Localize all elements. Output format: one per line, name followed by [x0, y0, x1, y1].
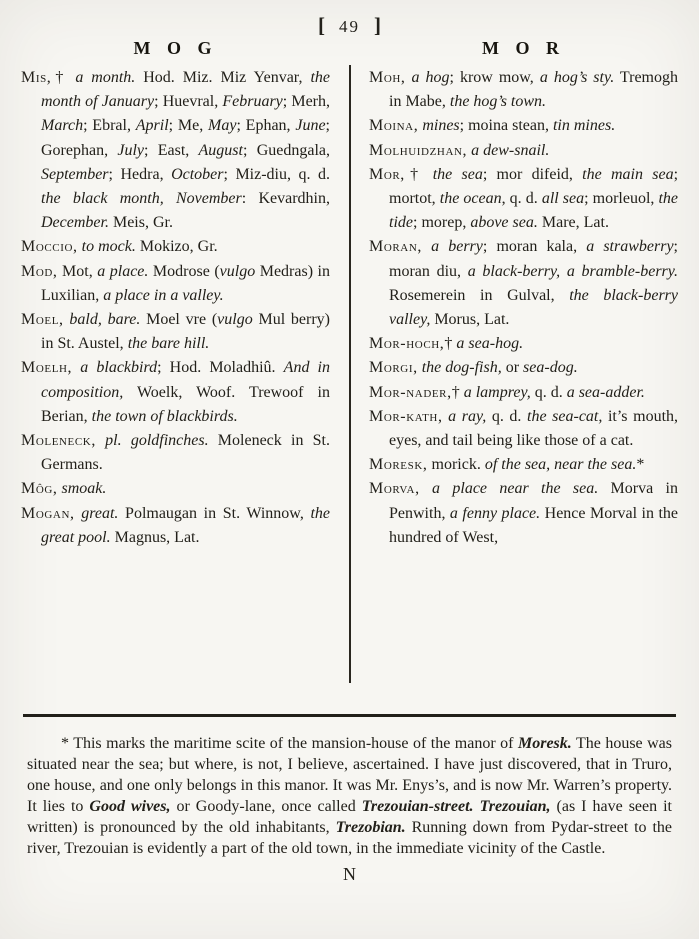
- text-segment: ; Ephan,: [236, 117, 296, 135]
- text-segment: the black-berry valley,: [389, 286, 678, 329]
- text-segment: q. d.: [530, 383, 567, 401]
- text-segment: Moina,: [369, 117, 419, 135]
- bracket-right: ]: [374, 13, 381, 37]
- text-segment: Polmaugan in St. Winnow,: [118, 504, 311, 522]
- text-segment: The house was situated near the sea; but where, is not, I believe, ascertained. I have just discovered, that in Truro, one house, and one only belongs in this manor. It was Mr. Enys’s, and is now Mr. Warren’s property. It lies to: [27, 735, 673, 815]
- text-segment: to mock.: [77, 238, 136, 256]
- dictionary-entry: [21, 308, 330, 356]
- right-column-header: M O R: [482, 38, 565, 58]
- text-segment: Mare, Lat.: [537, 214, 609, 232]
- text-segment: Mot,: [57, 262, 98, 280]
- text-segment: †: [444, 335, 457, 353]
- text-segment: the dog-fish,: [417, 359, 502, 377]
- dictionary-entry: [369, 405, 678, 453]
- text-segment: vulgo: [219, 262, 256, 280]
- dictionary-entry: [369, 163, 678, 236]
- text-segment: July: [117, 141, 145, 159]
- text-segment: Rosemerein in Gulval,: [389, 286, 570, 304]
- text-segment: the great pool.: [41, 504, 330, 546]
- text-segment: a fenny place.: [449, 504, 541, 522]
- text-segment: May: [208, 117, 237, 135]
- text-segment: Moccio,: [21, 238, 78, 256]
- text-segment: vulgo: [217, 311, 253, 329]
- left-column-entries: [21, 66, 330, 550]
- text-segment: ; Hedra,: [108, 165, 172, 183]
- text-segment: Mogan,: [21, 504, 75, 522]
- text-segment: Moresk.: [517, 735, 572, 752]
- text-segment: Moran,: [369, 238, 422, 256]
- text-segment: Molhuidzhan,: [369, 141, 468, 159]
- dictionary-entry: [21, 66, 330, 235]
- text-segment: of the sea, near the sea.: [484, 456, 637, 474]
- text-segment: Morus, Lat.: [430, 311, 510, 329]
- text-segment: great.: [74, 504, 119, 522]
- text-segment: Hod. Miz. Miz Yenvar,: [135, 69, 311, 86]
- text-segment: pl. goldfinches.: [95, 432, 209, 450]
- text-segment: Moel vre (: [140, 311, 218, 329]
- text-segment: : Kevardhin,: [241, 190, 330, 208]
- text-segment: March: [41, 117, 84, 135]
- text-segment: a sea-adder.: [566, 383, 645, 401]
- text-segment: ; Miz-diu, q. d.: [223, 165, 330, 183]
- text-segment: the main sea: [582, 165, 674, 183]
- text-segment: a berry: [422, 238, 483, 256]
- page-number-header: [0, 0, 699, 38]
- text-segment: a sea-hog.: [456, 335, 524, 353]
- text-segment: Trezouian-street.: [361, 797, 474, 815]
- text-segment: the sea-cat,: [527, 407, 603, 425]
- text-segment: it’s mouth, eyes, and tail being like those of a cat.: [389, 407, 679, 450]
- text-segment: ; East,: [144, 141, 199, 159]
- dictionary-entry: [369, 114, 678, 138]
- text-segment: February: [222, 93, 283, 111]
- text-segment: tin mines.: [552, 117, 616, 135]
- text-segment: ; mortot,: [389, 165, 679, 208]
- text-segment: Medras) in Luxilian,: [41, 262, 330, 304]
- text-segment: ; Huevral,: [154, 93, 223, 111]
- text-segment: ; krow mow,: [449, 69, 540, 86]
- text-segment: a blackbird: [72, 359, 158, 377]
- text-segment: August: [198, 141, 243, 159]
- dictionary-entry: [369, 66, 678, 114]
- dictionary-entry: [21, 502, 330, 550]
- text-segment: ; Ebral,: [83, 117, 136, 135]
- text-segment: ; Me,: [168, 117, 208, 135]
- dictionary-entry: [21, 235, 330, 259]
- text-segment: ; Hod. Moladhiû.: [157, 359, 284, 377]
- text-segment: Trezobian.: [335, 818, 406, 836]
- text-segment: a hog: [405, 69, 450, 86]
- text-segment: Mokizo, Gr.: [135, 238, 218, 256]
- text-segment: Modrose (: [148, 262, 220, 280]
- dictionary-entry: [21, 356, 330, 429]
- text-segment: the hog’s town.: [449, 93, 547, 111]
- dictionary-entry: [21, 429, 330, 477]
- text-segment: *: [636, 456, 645, 474]
- text-segment: Mul berry) in St. Austel,: [41, 311, 330, 353]
- dictionary-entry: [369, 332, 678, 356]
- left-column-header: M O G: [133, 38, 218, 58]
- text-segment: Moresk,: [369, 456, 428, 474]
- text-segment: above sea.: [470, 214, 538, 232]
- text-segment: all sea: [541, 190, 585, 208]
- text-segment: ; Merh,: [282, 93, 331, 111]
- text-segment: ; moran diu,: [389, 238, 678, 280]
- text-segment: September: [41, 165, 109, 183]
- right-column: [369, 38, 678, 700]
- text-segment: Hence Morval in the hundred of West,: [389, 504, 679, 546]
- text-segment: Môg,: [21, 480, 58, 498]
- text-segment: ; morep,: [413, 214, 471, 232]
- footnote-text: [27, 734, 672, 859]
- text-segment: a black-berry, a bramble-berry.: [467, 262, 678, 280]
- text-segment: mines: [418, 117, 460, 135]
- text-segment: Moelh,: [21, 359, 73, 377]
- text-segment: sea-dog.: [523, 359, 578, 377]
- dictionary-entry: [369, 381, 678, 405]
- text-segment: or: [501, 359, 524, 377]
- dictionary-entry: [369, 453, 678, 477]
- text-segment: a place near the sea.: [419, 480, 599, 498]
- bracket-left: [: [318, 13, 325, 37]
- text-segment: Morva in Penwith,: [389, 480, 678, 522]
- text-segment: Trezouian,: [479, 797, 551, 815]
- text-segment: Magnus, Lat.: [110, 528, 200, 546]
- dictionary-entry: [369, 235, 678, 332]
- text-segment: smoak.: [57, 480, 107, 498]
- text-segment: Mor-hoch,: [369, 335, 445, 353]
- text-segment: Moleneck,: [21, 432, 96, 450]
- text-segment: Morva,: [369, 480, 420, 498]
- text-segment: the black month, November: [41, 190, 242, 208]
- text-segment: a month.: [75, 69, 136, 86]
- text-segment: And in composition,: [41, 359, 331, 401]
- text-segment: Mor-nader,: [369, 383, 452, 401]
- dictionary-entry: [369, 477, 678, 550]
- dictionary-entry: [21, 477, 330, 501]
- text-segment: or Goody-lane, once called: [170, 797, 362, 815]
- text-segment: the bare hill.: [127, 335, 210, 353]
- text-segment: the town of blackbirds.: [91, 407, 238, 425]
- text-segment: (as I have seen it written) is pronounced by the old inhabitants,: [27, 797, 672, 836]
- text-segment: †: [51, 69, 76, 86]
- text-segment: ; mor difeid,: [482, 165, 583, 183]
- text-segment: bald, bare.: [63, 311, 141, 329]
- text-segment: a hog’s sty.: [539, 69, 615, 86]
- text-segment: Woelk, Woof. Trewoof in Berian,: [41, 383, 330, 425]
- text-segment: Meis, Gr.: [108, 214, 173, 232]
- text-segment: Morgi,: [369, 359, 418, 377]
- text-segment: †: [451, 383, 464, 401]
- text-segment: the tide: [389, 190, 679, 232]
- text-segment: Moh,: [369, 69, 406, 86]
- text-segment: the sea: [432, 165, 483, 183]
- dictionary-entry: [21, 260, 330, 308]
- text-segment: October: [171, 165, 224, 183]
- text-segment: a place.: [97, 262, 149, 280]
- column-divider-rule: [349, 65, 351, 683]
- signature-mark: N: [343, 864, 356, 885]
- text-segment: a lamprey,: [463, 383, 531, 401]
- text-segment: the ocean: [439, 190, 502, 208]
- text-segment: Mor,: [369, 165, 405, 183]
- text-segment: * This marks the maritime scite of the mansion-house of the manor of: [61, 735, 518, 752]
- text-segment: Tremogh in Mabe,: [389, 69, 678, 111]
- text-segment: the month of January: [41, 69, 330, 111]
- text-segment: Running down from Pydar-street to the river, Trezouian is evidently a part of the old town, in the immediate vicinity of the Castle.: [27, 818, 672, 857]
- text-segment: q. d.: [486, 407, 528, 425]
- footnote-separator-rule: [23, 714, 676, 717]
- text-segment: June: [295, 117, 326, 135]
- page-number: 49: [339, 17, 360, 36]
- text-segment: a dew-snail.: [467, 141, 550, 159]
- text-segment: morick.: [427, 456, 485, 474]
- text-segment: Mod,: [21, 262, 58, 280]
- text-segment: a place in a valley.: [103, 286, 224, 304]
- text-segment: , q. d.: [501, 190, 542, 208]
- text-segment: †: [404, 165, 433, 183]
- dictionary-entry: [369, 356, 678, 380]
- two-column-body: [0, 38, 699, 700]
- text-segment: April: [135, 117, 169, 135]
- right-column-entries: [369, 66, 678, 550]
- dictionary-entry: [369, 139, 678, 163]
- text-segment: Moleneck in St. Germans.: [41, 432, 330, 474]
- text-segment: Mis,: [21, 69, 52, 86]
- text-segment: ; Guedngala,: [242, 141, 330, 159]
- text-segment: Good wives,: [89, 797, 171, 815]
- text-segment: ; Gorephan,: [41, 117, 330, 159]
- left-column: [21, 38, 330, 700]
- text-segment: ; moran kala,: [482, 238, 587, 256]
- text-segment: Moel,: [21, 311, 64, 329]
- text-segment: a ray,: [442, 407, 487, 425]
- text-segment: a strawberry: [586, 238, 674, 256]
- text-segment: Mor-kath,: [369, 407, 443, 425]
- text-segment: ; morleuol,: [584, 190, 659, 208]
- text-segment: December.: [41, 214, 109, 232]
- text-segment: ; moina stean,: [459, 117, 553, 135]
